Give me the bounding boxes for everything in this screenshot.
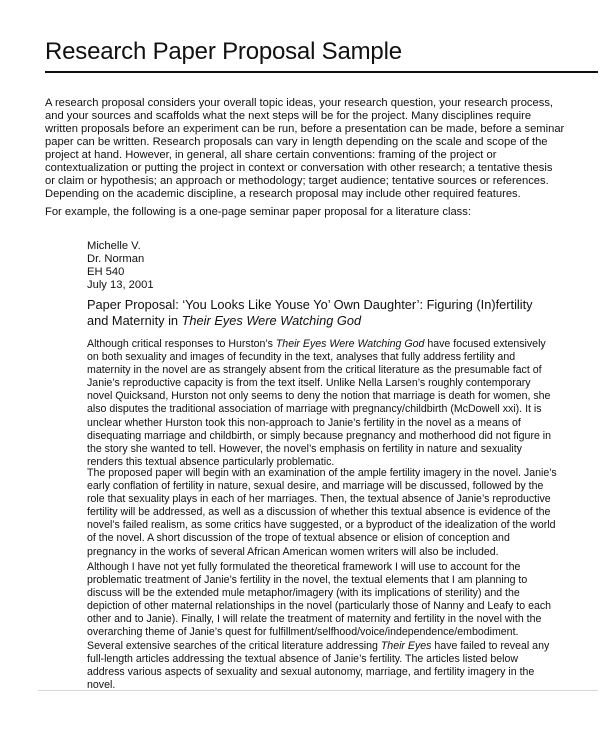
p1-start: Although critical responses to Hurston’s xyxy=(87,338,276,350)
date: July 13, 2001 xyxy=(87,279,154,291)
address-block xyxy=(87,240,154,292)
body-paragraph-4 xyxy=(87,640,557,692)
title-divider xyxy=(45,71,598,73)
p4-start: Several extensive searches of the critical literature addressing xyxy=(87,640,381,652)
instructor-name: Dr. Norman xyxy=(87,253,145,265)
body-paragraph-3: Although I have not yet fully formulated the theoretical framework I will use to account for the problematic treatment of Janie’s fertility in the novel, the textual elements that I am planning to discuss will be the extended mule metaphor/imagery (with its implications of sterility) and the depiction of other maternal relationships in the novel (particularly those of Nanny and Leafy to each other and to Janie). Finally, I will relate the treatment of maternity and fertility in the novel with the overarching theme of Janie’s quest for fulfillment/selfhood/voice/independence/embodiment. xyxy=(87,561,552,639)
p1-rest: have focused extensively on both sexuality and images of fecundity in the text, analyses that fully address fertility and maternity in the novel are as strangely absent from the critical literature as the presumable fact of Janie’s reproductive capacity is from the text itself. Unlike Nella Larsen’s roughly contemporary novel Quicksand, Hurston not only seems to deny the notion that marriage is death for women, she also disputes the traditional association of marriage with pregnancy/childbirth (McDowell xxi). It is unclear whether Hurston took this non-approach to Janie’s fertility in the novel as a means of disequating marriage and childbirth, or simply because pregnancy and motherhood did not figure in the story she wanted to tell. However, the novel’s emphasis on fertility in nature and sexuality renders this textual absence particularly problematic. xyxy=(87,338,552,468)
student-name: Michelle V. xyxy=(87,240,141,252)
paper-title xyxy=(87,297,557,329)
page-bottom-divider xyxy=(38,690,598,691)
document-title: Research Paper Proposal Sample xyxy=(45,38,402,65)
p1-book-title: Their Eyes Were Watching God xyxy=(275,338,425,350)
paper-title-book: Their Eyes Were Watching God xyxy=(181,313,362,328)
intro-paragraph: A research proposal considers your overall topic ideas, your research question, your research process, and your sources and scaffolds what the next steps will be for the project. Many disciplines require written proposals before an experiment can be run, before a presentation can be made, before a seminar paper can be written. Research proposals can vary in length depending on the scale and scope of the project at hand. However, in general, all share certain conventions: framing of the project or contextualization or putting the project in context or conversation with other research; a tentative thesis or claim or hypothesis; an approach or methodology; target audience; tentative sources or references. Depending on the academic discipline, a research proposal may include other required features. xyxy=(45,97,565,200)
course-code: EH 540 xyxy=(87,266,125,278)
p4-rest: have failed to reveal any full-length articles addressing the textual absence of Janie’s fertility. The articles listed below address various aspects of sexuality and sexual autonomy, marriage, and fertility imagery in the novel. xyxy=(87,640,550,692)
p4-book-title: Their Eyes xyxy=(380,640,432,652)
example-line: For example, the following is a one-page seminar paper proposal for a literature class: xyxy=(45,206,471,218)
body-paragraph-2: The proposed paper will begin with an examination of the ample fertility imagery in the novel. Janie’s early conflation of fertility in nature, sexual desire, and marriage will be discussed, followed by the role that sexuality plays in each of her marriages. Then, the textual absence of Janie’s reproductive fertility will be addressed, as well as a discussion of whether this textual absence is evidence of the novel’s failed realism, as some critics have suggested, or a byproduct of the idealization of the world of the novel. A short discussion of the trope of textual absence or elision of conception and pregnancy in the works of several African American women writers will also be included. xyxy=(87,467,557,558)
paper-title-main: Paper Proposal: ‘You Looks Like Youse Yo’ Own Daughter’: Figuring (In)fertility and Maternity in xyxy=(87,297,533,328)
body-paragraph-1 xyxy=(87,338,557,469)
